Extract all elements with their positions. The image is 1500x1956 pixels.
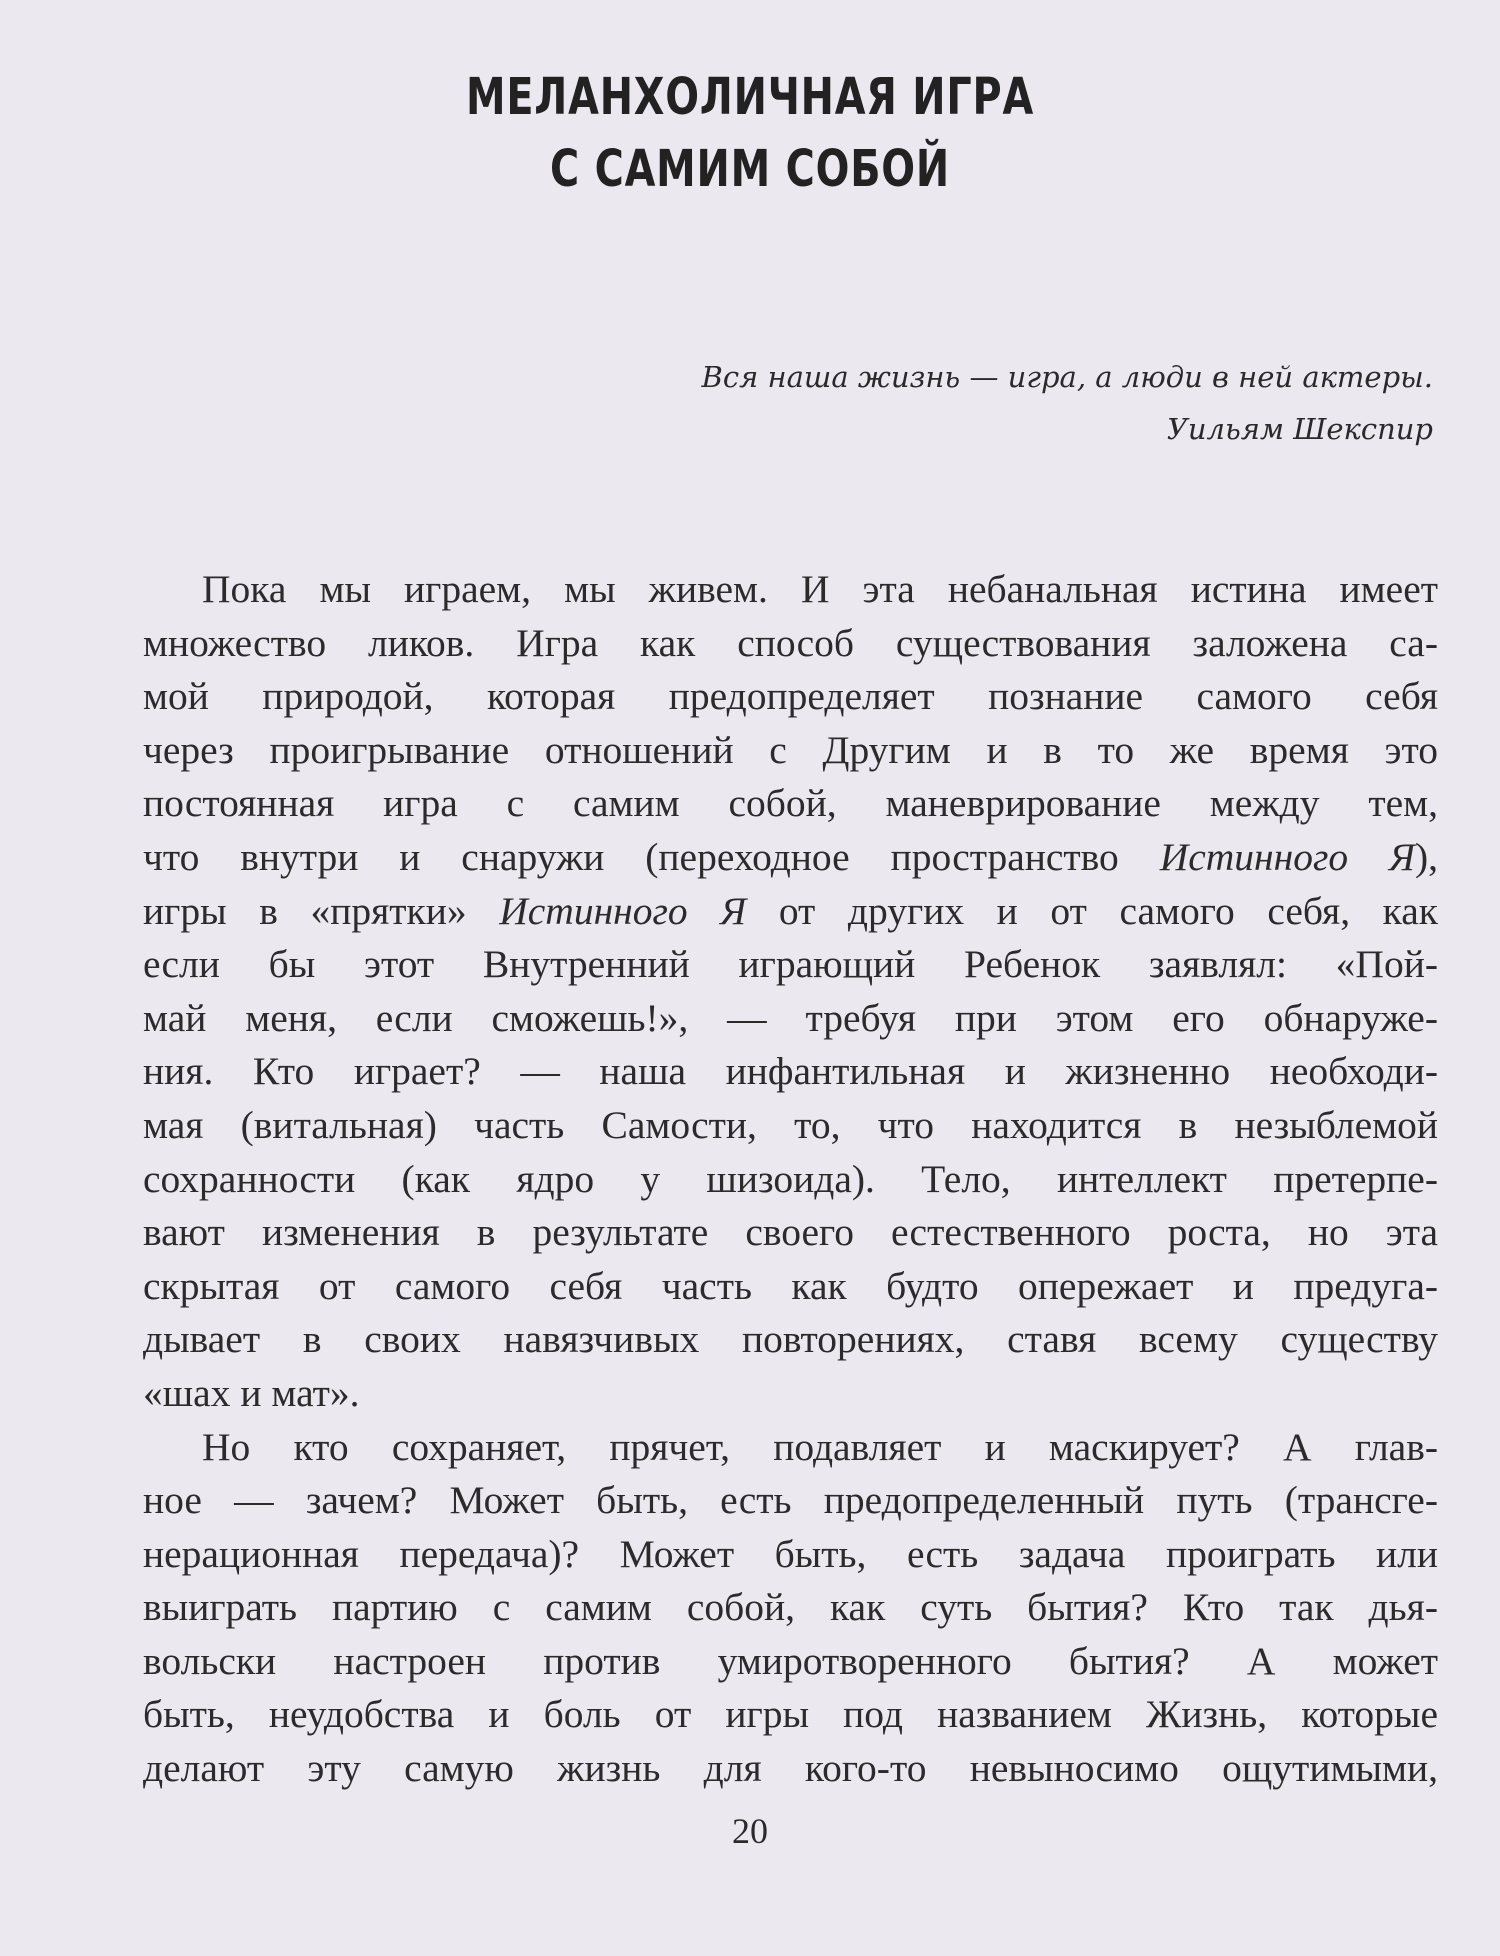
italic-term: Истинного Я <box>499 888 747 933</box>
paragraph-1-line: постоянная игра с самим собой, маневрирование между тем, <box>143 781 1438 826</box>
italic-term: Истинного Я <box>1159 834 1415 879</box>
paragraph-1-line: вают изменения в результате своего естественного роста, но эта <box>143 1210 1438 1255</box>
paragraph-1-line: мая (витальная) часть Самости, то, что находится в незыблемой <box>143 1102 1438 1147</box>
paragraph-2-line: выиграть партию с самим собой, как суть бытия? Кто так дья- <box>143 1585 1438 1630</box>
paragraph-1-line: сохранности (как ядро у шизоида). Тело, интеллект претерпе- <box>143 1156 1438 1201</box>
paragraph-1-line: дывает в своих навязчивых повторениях, ставя всему существу <box>143 1317 1438 1362</box>
paragraph-2-line: Но кто сохраняет, прячет, подавляет и маскирует? А глав- <box>202 1424 1438 1469</box>
paragraph-1-line: множество ликов. Игра как способ существования заложена са- <box>143 620 1438 665</box>
paragraph-1-line: Пока мы играем, мы живем. И эта небанальная истина имеет <box>202 567 1438 611</box>
line-text: ), <box>1414 834 1438 879</box>
paragraph-1-line-mixed <box>143 885 1438 939</box>
paragraph-1-line: мой природой, которая предопределяет познание самого себя <box>143 674 1438 719</box>
paragraph-2-line: быть, неудобства и боль от игры под названием Жизнь, которые <box>143 1692 1438 1737</box>
paragraph-1-line: если бы этот Внутренний играющий Ребенок заявлял: «Пой- <box>143 942 1438 987</box>
epigraph-author: Уильям Шекспир <box>1166 412 1433 446</box>
epigraph-quote: Вся наша жизнь — игра, а люди в ней актеры. <box>701 360 1433 394</box>
paragraph-1-line: ния. Кто играет? — наша инфантильная и жизненно необходи- <box>143 1049 1438 1094</box>
chapter-title-line-1: МЕЛАНХОЛИЧНАЯ ИГРА <box>465 68 1035 127</box>
paragraph-2-line: ное — зачем? Может быть, есть предопределенный путь (трансге- <box>143 1478 1438 1523</box>
line-text: игры в «прятки» <box>143 888 500 933</box>
chapter-title <box>165 62 1335 206</box>
page-number: 20 <box>732 1811 768 1851</box>
chapter-title-line-2: С САМИМ СОБОЙ <box>550 140 950 199</box>
paragraph-1-line: май меня, если сможешь!», — требуя при этом его обнаруже- <box>143 995 1438 1040</box>
paragraph-2-line: делают эту самую жизнь для кого-то невыносимо ощутимыми, <box>143 1746 1438 1791</box>
paragraph-1-line: «шах и мат». <box>143 1370 360 1415</box>
epigraph <box>702 351 1433 455</box>
paragraph-1-line: через проигрывание отношений с Другим и в то же время это <box>143 727 1438 772</box>
paragraph-2-line: нерационная передача)? Может быть, есть задача проиграть или <box>143 1531 1438 1576</box>
paragraph-1-line: скрытая от самого себя часть как будто опережает и предуга- <box>143 1263 1438 1308</box>
paragraph-2-line: вольски настроен против умиротворенного бытия? А может <box>143 1638 1438 1683</box>
line-text: что внутри и снаружи (переходное пространство <box>143 834 1160 879</box>
body-text <box>143 563 1438 1796</box>
line-text: от других и от самого себя, как <box>746 888 1438 933</box>
paragraph-1-line-mixed <box>143 831 1438 885</box>
